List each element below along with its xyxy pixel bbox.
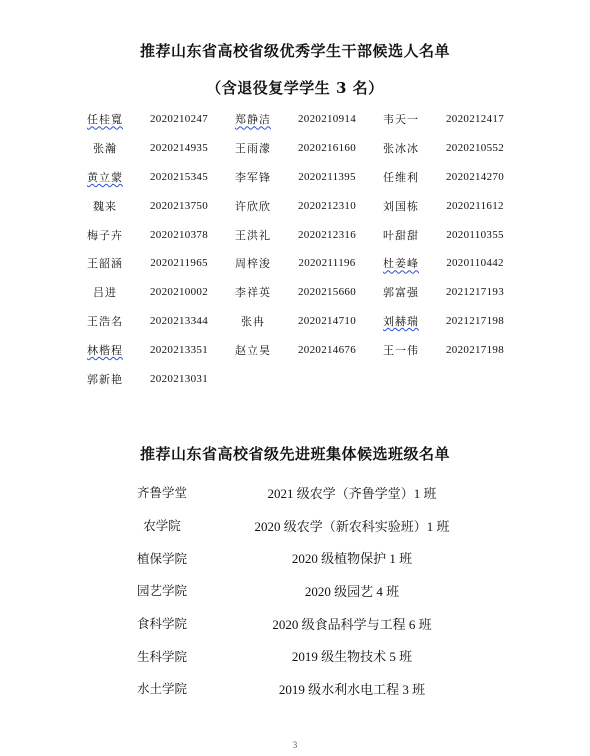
candidate-student-id: 2021217198 — [446, 314, 504, 327]
candidate-student-id: 2020213031 — [150, 372, 208, 385]
candidate-entry — [372, 169, 520, 185]
candidate-row — [76, 307, 526, 336]
candidate-student-id: 2020211395 — [298, 170, 356, 183]
class-name: 2020 级食品科学与工程 6 班 — [272, 616, 432, 632]
candidate-name: 韦天一 — [383, 113, 419, 127]
section1-subtitle: （含退役复学学生 3 名） — [206, 79, 384, 97]
candidate-student-id: 2020212417 — [446, 113, 504, 126]
candidate-student-id: 2020211612 — [446, 199, 504, 212]
candidate-student-id: 2020214935 — [150, 142, 208, 155]
candidate-student-id: 2020213750 — [150, 199, 208, 212]
candidate-student-id: 2020215660 — [298, 286, 356, 299]
candidate-row — [76, 220, 526, 249]
candidate-name: 许欣欣 — [235, 199, 271, 213]
candidate-student-id: 2020213344 — [150, 314, 208, 327]
candidate-row — [76, 249, 526, 278]
college-name: 食科学院 — [136, 616, 187, 632]
candidate-name: 王韶涵 — [87, 257, 123, 271]
candidate-student-id: 2020214676 — [298, 343, 356, 356]
candidate-row — [76, 163, 526, 192]
candidate-name: 任桂寬 — [87, 113, 123, 127]
class-name: 2019 级生物技术 5 班 — [291, 649, 413, 665]
candidate-row — [76, 105, 526, 134]
candidate-entry — [372, 284, 520, 300]
candidate-name: 张冰冰 — [383, 142, 419, 156]
college-name: 植保学院 — [136, 550, 187, 566]
candidate-student-id: 2020217198 — [446, 343, 504, 356]
candidate-entry — [372, 255, 520, 271]
class-name: 2019 级水利水电工程 3 班 — [278, 681, 426, 697]
candidate-student-id: 2020214710 — [298, 314, 356, 327]
candidate-entry — [76, 227, 224, 243]
candidate-name: 王浩名 — [87, 314, 123, 328]
candidate-student-id: 2020110355 — [446, 228, 504, 241]
candidate-name: 周梓浚 — [235, 257, 271, 271]
class-row — [110, 541, 490, 574]
candidate-name: 刘赫瑞 — [383, 314, 419, 328]
candidate-name: 叶甜甜 — [383, 228, 419, 242]
class-name: 2020 级园艺 4 班 — [304, 583, 400, 599]
candidate-student-id: 2020213351 — [150, 343, 208, 356]
candidate-entry — [224, 313, 372, 329]
candidate-entry — [76, 111, 224, 127]
candidate-entry — [372, 313, 520, 329]
candidate-entry — [76, 284, 224, 300]
candidate-student-id: 2020210378 — [150, 228, 208, 241]
candidate-student-id: 2020210247 — [150, 113, 208, 126]
candidate-entry — [224, 111, 372, 127]
candidate-entry — [224, 227, 372, 243]
section1-title: 推荐山东省高校省级优秀学生干部候选人名单 — [139, 42, 450, 60]
college-name: 生科学院 — [136, 648, 187, 664]
candidate-name: 黄立蒙 — [87, 170, 123, 184]
candidate-name: 张瀚 — [93, 142, 117, 156]
candidate-grid — [76, 105, 526, 393]
candidate-entry — [372, 111, 520, 127]
college-name: 农学院 — [143, 518, 181, 534]
candidate-row — [76, 134, 526, 163]
candidate-name: 王洪礼 — [235, 228, 271, 242]
candidate-row — [76, 278, 526, 307]
class-row — [110, 607, 490, 640]
candidate-entry — [224, 198, 372, 214]
candidate-name: 吕进 — [93, 286, 117, 300]
class-name: 2020 级植物保护 1 班 — [291, 551, 413, 567]
candidate-entry — [224, 169, 372, 185]
candidate-entry — [76, 198, 224, 214]
candidate-entry — [224, 140, 372, 156]
college-name: 齐鲁学堂 — [136, 485, 187, 501]
candidate-name: 林楷程 — [87, 343, 123, 357]
class-row — [110, 639, 490, 672]
candidate-entry — [372, 227, 520, 243]
page-number: 3 — [292, 740, 298, 750]
candidate-name: 杜姜峰 — [383, 257, 419, 271]
class-name: 2021 级农学（齐鲁学堂）1 班 — [267, 485, 437, 501]
candidate-entry — [76, 140, 224, 156]
candidate-name: 郭新艳 — [87, 372, 123, 386]
candidate-name: 王一伟 — [383, 343, 419, 357]
candidate-row — [76, 191, 526, 220]
candidate-student-id: 2020210914 — [298, 113, 356, 126]
class-row — [110, 574, 490, 607]
candidate-name: 李军锋 — [235, 170, 271, 184]
candidate-student-id: 2020212310 — [298, 199, 356, 212]
candidate-entry — [224, 255, 372, 271]
candidate-entry — [372, 198, 520, 214]
candidate-name: 郑静洁 — [235, 113, 271, 127]
candidate-student-id: 2020210002 — [150, 286, 208, 299]
candidate-entry — [224, 342, 372, 358]
candidate-name: 张冉 — [241, 314, 265, 328]
class-row — [110, 509, 490, 542]
candidate-entry — [372, 140, 520, 156]
class-name: 2020 级农学（新农科实验班）1 班 — [254, 518, 450, 534]
candidate-name: 任维利 — [383, 170, 419, 184]
class-row — [110, 672, 490, 705]
candidate-student-id: 2020110442 — [446, 257, 504, 270]
candidate-student-id: 2020214270 — [446, 170, 504, 183]
candidate-entry — [372, 342, 520, 358]
candidate-entry — [76, 169, 224, 185]
class-row — [110, 476, 490, 509]
section2-title: 推荐山东省高校省级先进班集体候选班级名单 — [139, 445, 450, 463]
candidate-name: 赵立昊 — [235, 343, 271, 357]
candidate-name: 李祥英 — [235, 286, 271, 300]
college-name: 园艺学院 — [136, 583, 187, 599]
candidate-entry — [76, 313, 224, 329]
candidate-student-id: 2020211196 — [298, 257, 356, 270]
candidate-entry — [76, 255, 224, 271]
candidate-name: 郭富强 — [383, 286, 419, 300]
candidate-name: 刘国栋 — [383, 199, 419, 213]
candidate-name: 魏来 — [93, 199, 117, 213]
candidate-student-id: 2021217193 — [446, 286, 504, 299]
candidate-entry — [224, 284, 372, 300]
candidate-row — [76, 335, 526, 364]
class-list — [110, 476, 490, 705]
candidate-name: 梅子卉 — [87, 228, 123, 242]
candidate-entry — [76, 342, 224, 358]
candidate-student-id: 2020211965 — [150, 257, 208, 270]
candidate-student-id: 2020212316 — [298, 228, 356, 241]
candidate-row — [76, 364, 526, 393]
candidate-entry — [76, 371, 224, 387]
candidate-student-id: 2020216160 — [298, 142, 356, 155]
candidate-student-id: 2020210552 — [446, 142, 504, 155]
candidate-name: 王雨濛 — [235, 142, 271, 156]
college-name: 水土学院 — [136, 681, 187, 697]
candidate-student-id: 2020215345 — [150, 170, 208, 183]
